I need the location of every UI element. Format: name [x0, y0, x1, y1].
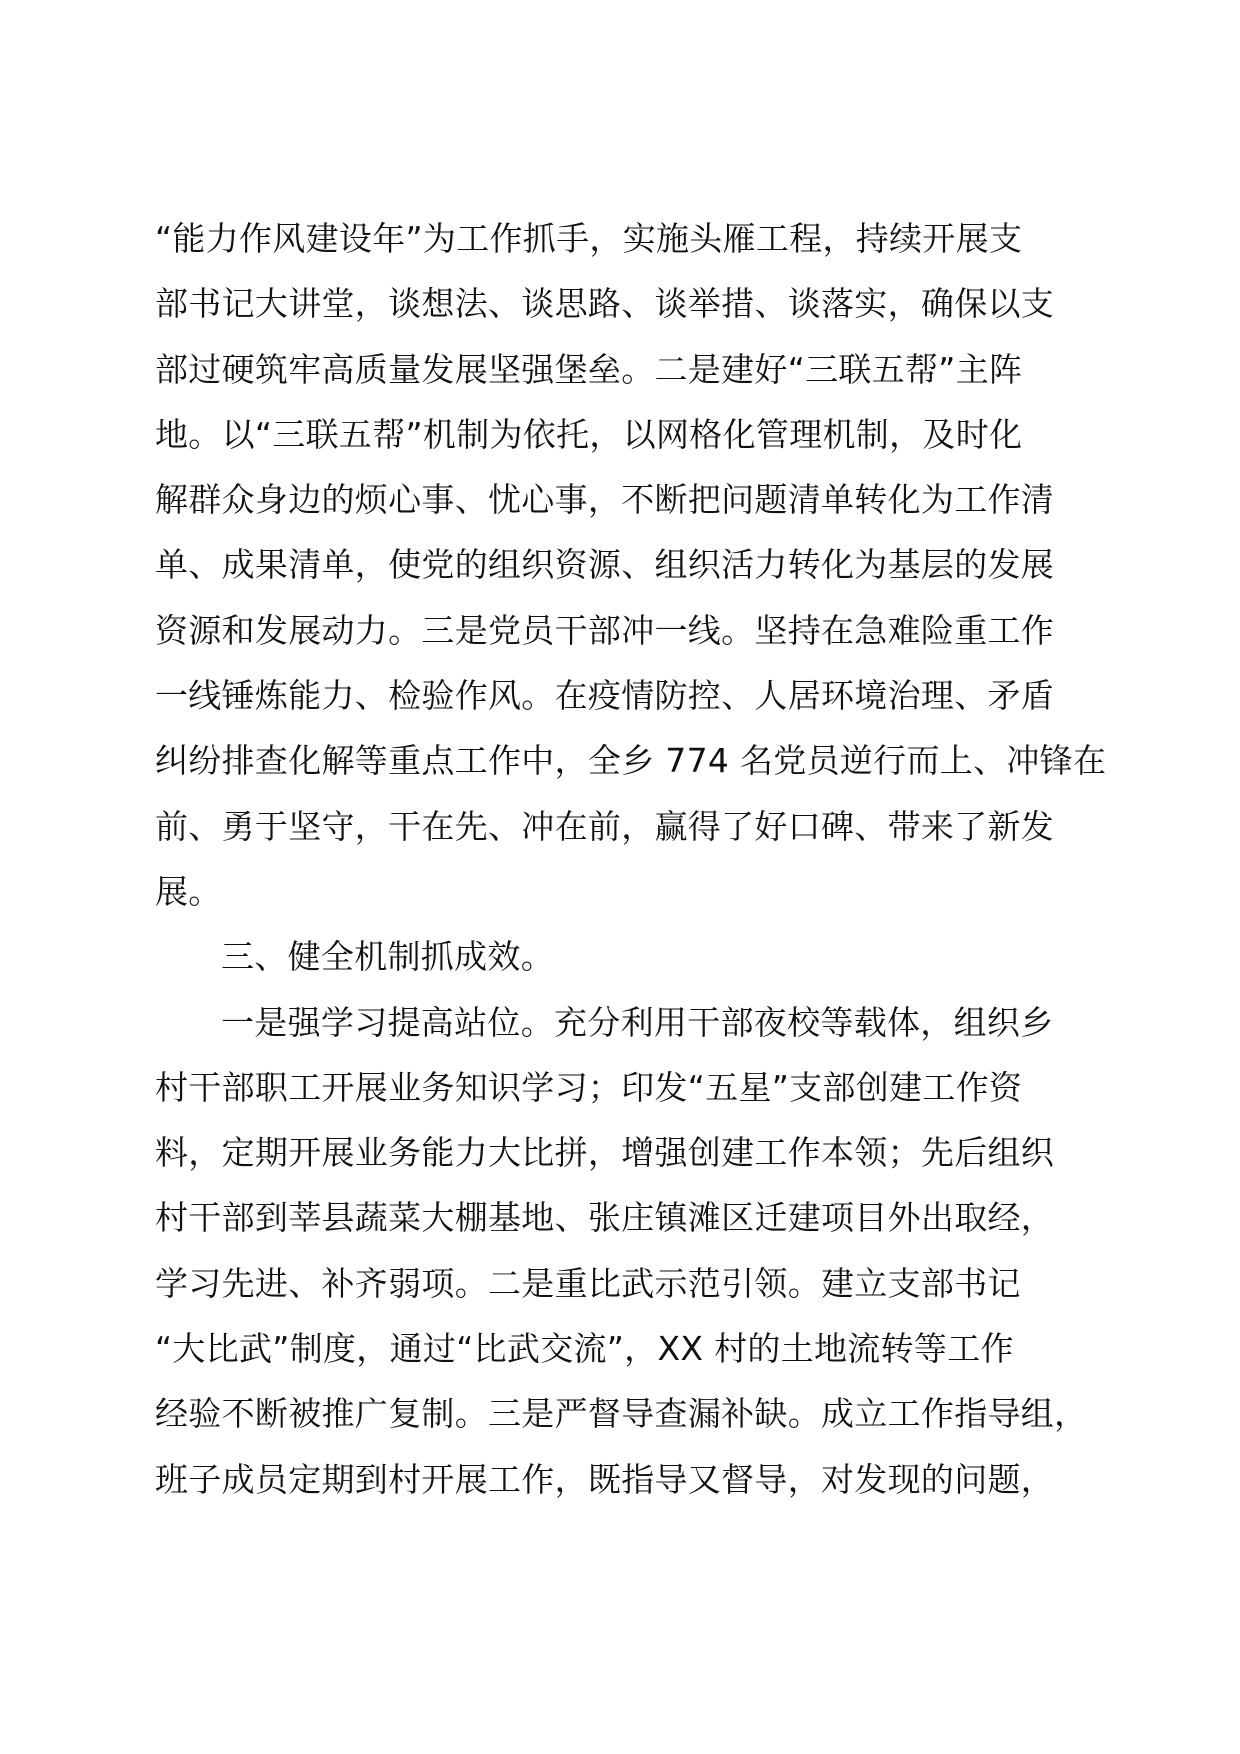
body-text: [155, 206, 1115, 1512]
text-line: 学习先进、补齐弱项。二是重比武示范引领。建立支部书记: [155, 1263, 1021, 1303]
text-line: 一线锤炼能力、检验作风。在疫情防控、人居环境治理、矛盾: [155, 676, 1055, 716]
text-line: 部书记大讲堂，谈想法、谈思路、谈举措、谈落实，确保以支: [155, 284, 1055, 324]
text-line: 地。以“三联五帮”机制为依托，以网格化管理机制，及时化: [155, 414, 1023, 454]
text-line: 料，定期开展业务能力大比拼，增强创建工作本领；先后组织: [155, 1133, 1055, 1173]
text-line: 单、成果清单，使党的组织资源、组织活力转化为基层的发展: [155, 545, 1055, 585]
text-line: 资源和发展动力。三是党员干部冲一线。坚持在急难险重工作: [155, 610, 1055, 650]
text-line: 村干部职工开展业务知识学习；印发“五星”支部创建工作资: [155, 1067, 1023, 1107]
text-line: 班子成员定期到村开展工作，既指导又督导，对发现的问题，: [155, 1459, 1055, 1499]
section-heading: 三、健全机制抓成效。: [221, 937, 554, 977]
text-line: “大比武”制度，通过“比武交流”，XX 村的土地流转等工作: [155, 1329, 1014, 1369]
text-line: 纠纷排查化解等重点工作中，全乡 774 名党员逆行而上、冲锋在: [155, 741, 1107, 781]
paragraph-first-line: 一是强学习提高站位。充分利用干部夜校等载体，组织乡: [221, 1002, 1054, 1042]
text-line: 村干部到莘县蔬菜大棚基地、张庄镇滩区迁建项目外出取经，: [155, 1198, 1055, 1238]
text-line: “能力作风建设年”为工作抓手，实施头雁工程，持续开展支: [155, 219, 1023, 258]
text-line: 前、勇于坚守，干在先、冲在前，赢得了好口碑、带来了新发: [155, 806, 1055, 846]
text-line: 展。: [155, 871, 222, 911]
text-line: 解群众身边的烦心事、忧心事，不断把问题清单转化为工作清: [155, 480, 1055, 520]
text-line: 经验不断被推广复制。三是严督导查漏补缺。成立工作指导组，: [155, 1394, 1088, 1434]
text-line: 部过硬筑牢高质量发展坚强堡垒。二是建好“三联五帮”主阵: [155, 349, 1023, 389]
